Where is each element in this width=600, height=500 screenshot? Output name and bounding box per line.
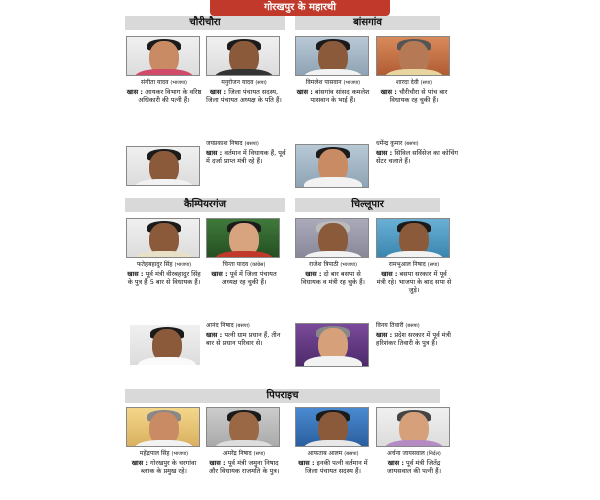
candidate-card [295, 218, 371, 286]
candidate-photo [295, 36, 369, 76]
candidate-photo [206, 407, 280, 447]
candidate-party: (सपा) [427, 262, 440, 268]
candidate-party: (भाजपा) [340, 262, 357, 268]
candidate-photo [295, 407, 369, 447]
candidate-description: चौरीचौरा से पांच बार विधायक रह चुकी हैं। [389, 88, 448, 104]
candidate-description: पत्नी ग्राम प्रधान हैं, तीन बार से प्रधान परिवार से। [206, 331, 281, 347]
candidate-party: (भाजपा) [343, 80, 361, 86]
candidate-description: पूर्व में जिला पंचायत अध्यक्ष रह चुकी हैं। [221, 270, 277, 286]
candidate-photo [126, 407, 200, 447]
candidate-description: आयकर विभाग के वरिष्ठ अधिकारी की पत्नी हैं। [138, 88, 202, 104]
candidate-card [376, 407, 452, 475]
candidate-party: (सपा) [420, 80, 433, 86]
candidate-photo [130, 325, 200, 365]
khas-label: खास : [305, 270, 322, 278]
candidate-card [295, 36, 371, 104]
candidate-card [295, 407, 371, 475]
section-chillupar: चिल्लूपार [295, 198, 440, 212]
candidate-photo [126, 146, 200, 186]
candidate-description: पूर्व मंत्री जमुना निषाद और विधायक राजमति के पुत्र। [208, 459, 280, 475]
candidate-card [206, 218, 282, 286]
khas-label: खास : [131, 459, 148, 467]
candidate-description: बसपा सरकार में पूर्व मंत्री रहे। भाजपा के बाद सपा से जुड़े। [376, 270, 452, 294]
candidate-name: जयप्रकाश निषाद [206, 140, 243, 147]
candidate-card [376, 321, 460, 347]
candidate-description: जिला पंचायत सदस्य, जिला पंचायत अध्यक्ष के पति हैं। [206, 88, 282, 104]
candidate-name: अमरेंद्र निषाद [222, 450, 252, 457]
candidate-party: (बसपा) [404, 141, 419, 147]
candidate-photo [206, 36, 280, 76]
candidate-name: आफताब आलम [307, 450, 343, 457]
khas-label: खास : [211, 270, 228, 278]
candidate-description: प्रदेश सरकार में पूर्व मंत्री हरिशंकर तिवारी के पुत्र हैं। [376, 331, 451, 347]
candidate-name: फतेहबहादुर सिंह [136, 261, 173, 268]
section-chaurichaura: चौरीचौरा [125, 16, 285, 30]
candidate-description: पूर्व मंत्री वीरबहादुर सिंह के पुत्र हैं 5 बार से विधायक हैं। [127, 270, 201, 286]
candidate-party: (बसपा) [405, 323, 420, 329]
candidate-party: (भाजपा) [174, 262, 192, 268]
khas-label: खास : [380, 88, 397, 96]
khas-label: खास : [209, 88, 227, 96]
candidate-description: बांसगांव सांसद कमलेश पासवान के भाई हैं। [310, 88, 370, 104]
candidate-description: पूर्व मंत्री जितेंद्र जायसवाल की पत्नी हैं। [386, 459, 442, 475]
candidate-description: सिविल सर्विसेज का कोचिंग सेंटर चलाते हैं। [376, 149, 459, 165]
candidate-name: रामभुआल निषाद [388, 261, 426, 268]
candidate-party: (भाजपा) [170, 80, 187, 86]
candidate-card [126, 218, 202, 286]
khas-label: खास : [296, 88, 313, 96]
candidate-party: (बसपा) [244, 141, 259, 147]
candidate-name: संगीता यादव [141, 79, 169, 86]
khas-label: खास : [381, 270, 398, 278]
khas-label: खास : [376, 331, 393, 339]
khas-label: खास : [376, 149, 393, 157]
candidate-party: (बसपा) [235, 323, 250, 329]
section-campierganj: कैम्पियरगंज [125, 198, 285, 212]
candidate-card [376, 139, 460, 165]
candidate-photo [376, 218, 450, 258]
candidate-photo [295, 218, 369, 258]
candidate-name: महेंद्रपाल सिंह [139, 450, 170, 457]
candidate-photo [376, 36, 450, 76]
candidate-card [126, 36, 202, 104]
candidate-description: दो बार बसपा से विधायक व मंत्री रह चुके हैं। [301, 270, 365, 286]
khas-label: खास : [126, 88, 143, 96]
candidate-name: विनय तिवारी [376, 322, 404, 329]
khas-label: खास : [209, 459, 226, 467]
candidate-name: राजेश त्रिपाठी [309, 261, 339, 268]
section-bansgaon: बांसगांव [295, 16, 440, 30]
candidate-party: (सपा) [253, 451, 266, 457]
candidate-card [376, 218, 452, 294]
candidate-card [206, 139, 290, 165]
candidate-name: चिन्ता यादव [222, 261, 249, 268]
candidate-party: (सपा) [255, 80, 267, 86]
candidate-card [206, 36, 282, 104]
candidate-photo [295, 144, 369, 188]
candidate-photo [126, 36, 200, 76]
khas-label: खास : [206, 149, 223, 157]
candidate-description: वर्तमान में विधायक हैं, पूर्व में दर्जा प्राप्त मंत्री रहे हैं। [206, 149, 286, 165]
candidate-name: धर्मेन्द्र कुमार [376, 140, 403, 147]
candidate-photo [206, 218, 280, 258]
candidate-party: (भाजपा) [171, 451, 189, 457]
page-banner: गोरखपुर के महारथी [210, 0, 390, 16]
candidate-card [376, 36, 452, 104]
candidate-party: (कांग्रेस) [250, 262, 266, 268]
khas-label: खास : [206, 331, 223, 339]
candidate-description: गोरखपुर के चरगांवा ब्लाक के प्रमुख रहे। [140, 459, 197, 475]
candidate-name: मनुरोजन यादव [221, 79, 254, 86]
candidate-party: (निर्दल) [426, 451, 441, 457]
candidate-card [206, 407, 282, 475]
khas-label: खास : [127, 270, 144, 278]
candidate-name: आनंद निषाद [206, 322, 234, 329]
candidate-name: विमलेश पासवान [305, 79, 342, 86]
candidate-description: इनकी पत्नी वर्तमान में जिला पंचायत सदस्य हैं। [305, 459, 368, 475]
section-pipraich: पिपराइच [125, 389, 440, 403]
candidate-photo [126, 218, 200, 258]
khas-label: खास : [387, 459, 404, 467]
candidate-photo [295, 323, 369, 367]
candidate-name: अर्चना जायसवाल [387, 450, 425, 457]
khas-label: खास : [298, 459, 315, 467]
candidate-card [126, 407, 202, 475]
candidate-photo [376, 407, 450, 447]
candidate-name: शारदा देवी [395, 79, 419, 86]
candidate-card [206, 321, 290, 347]
candidate-party: (बसपा) [344, 451, 359, 457]
